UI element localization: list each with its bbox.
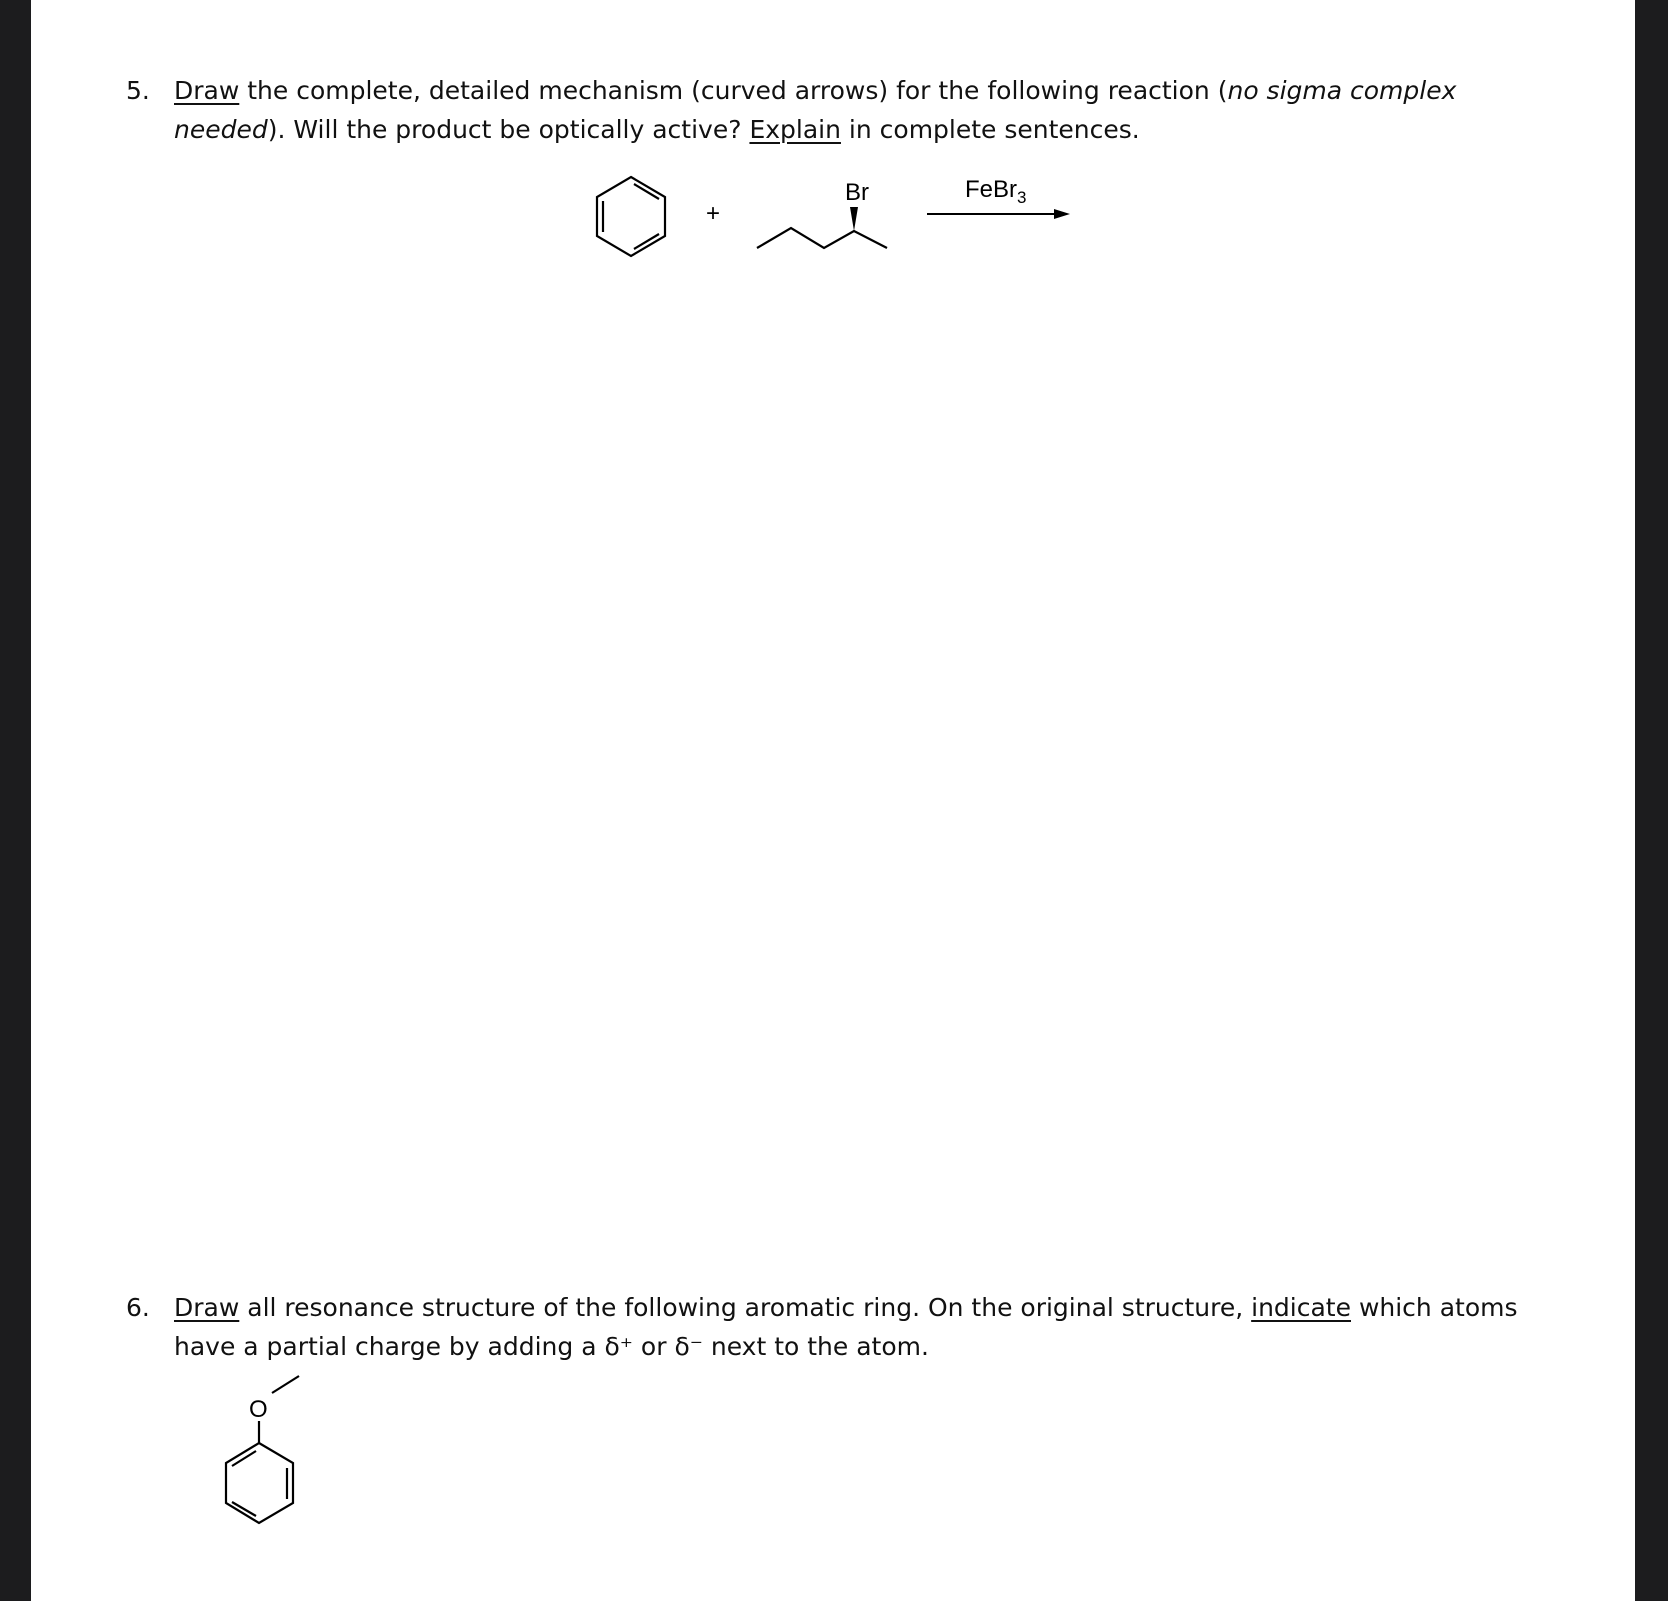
q5-text-part2: ). Will the product be optically active? <box>267 115 750 144</box>
plus-sign: + <box>706 200 721 227</box>
question-6 <box>126 1288 1566 1366</box>
q6-text-part3: next to the atom. <box>702 1332 929 1361</box>
bromobutane-structure <box>757 228 887 248</box>
reagent-label <box>965 176 1026 208</box>
q6-indicate-keyword: indicate <box>1251 1293 1351 1322</box>
reagent-formula: FeBr <box>965 176 1018 203</box>
wedge-bond <box>850 207 858 231</box>
q5-text-part3: in complete sentences. <box>840 115 1140 144</box>
bromine-label: Br <box>845 179 869 206</box>
reagent-subscript: 3 <box>1017 188 1027 207</box>
q5-italic-note: no sigma complex needed <box>174 76 1457 144</box>
delta-plus-symbol: δ⁺ <box>604 1332 633 1361</box>
q5-text-part1: the complete, detailed mechanism (curved arrows) for the following reaction ( <box>239 76 1228 105</box>
question-6-number: 6. <box>126 1293 150 1322</box>
reaction-arrow <box>927 209 1070 219</box>
oxygen-label: O <box>249 1396 268 1423</box>
q6-draw-keyword: Draw <box>174 1293 240 1322</box>
q5-draw-keyword: Draw <box>174 76 240 105</box>
benzene-structure <box>597 177 665 256</box>
q6-text-part1: all resonance structure of the following aromatic ring. On the original structure, <box>239 1293 1252 1322</box>
question-5-number: 5. <box>126 76 150 105</box>
q6-or: or <box>632 1332 675 1361</box>
delta-minus-symbol: δ⁻ <box>674 1332 703 1361</box>
question-6-text <box>174 1288 1566 1366</box>
q5-explain-keyword: Explain <box>749 115 841 144</box>
q6-text-part2: which atoms have a partial charge by adding a <box>174 1293 1518 1361</box>
